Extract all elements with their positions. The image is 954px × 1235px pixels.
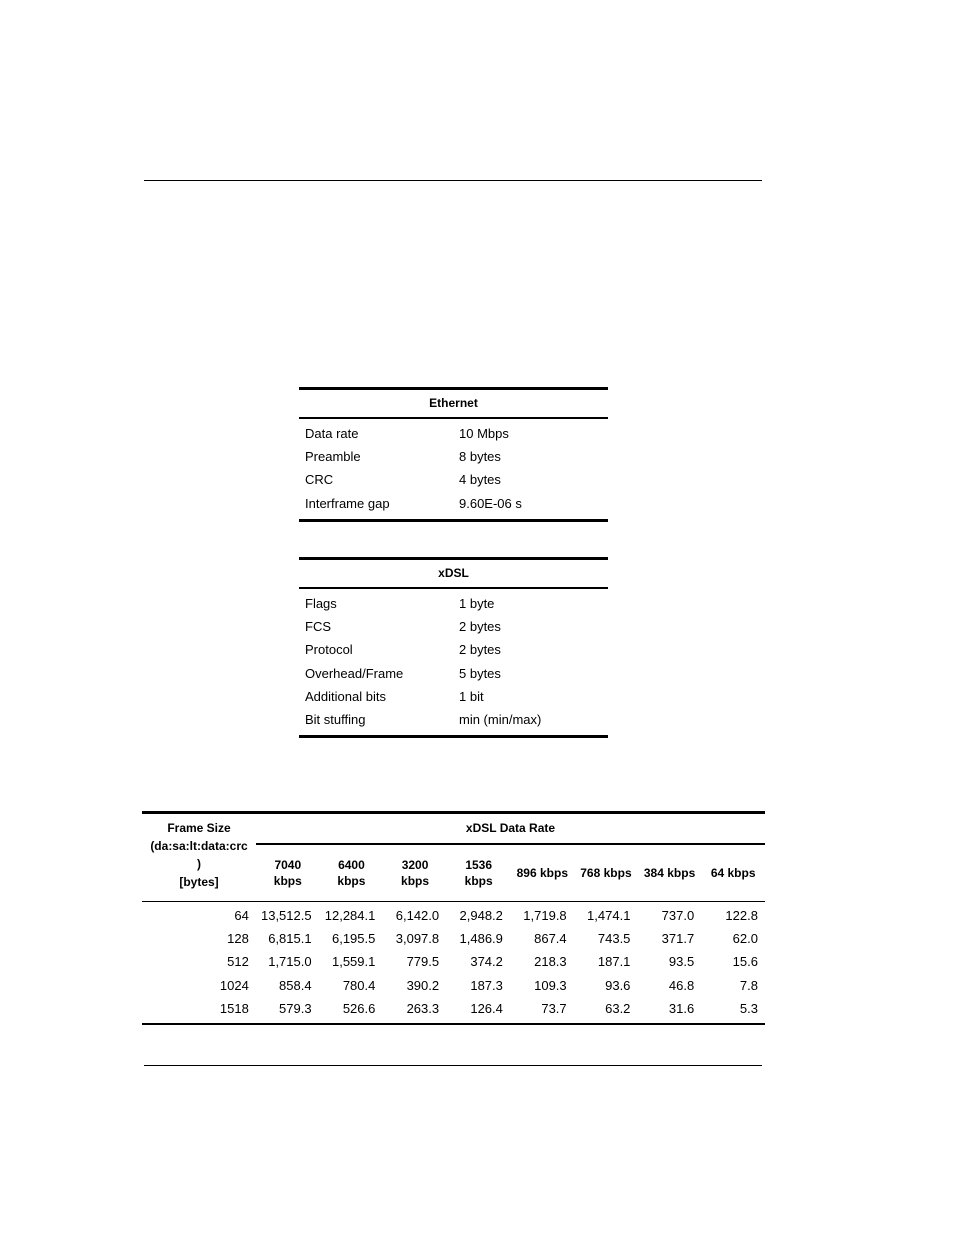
bottom-rule: [144, 1065, 762, 1066]
table-row: [142, 904, 765, 927]
frame-size-header: [142, 814, 256, 901]
rate-cell: 780.4: [342, 977, 376, 993]
frame-size-header-line: Frame Size: [167, 821, 231, 835]
rate-cell: 390.2: [406, 977, 440, 993]
table-row: [142, 997, 765, 1020]
column-header: [638, 845, 702, 901]
row-label: Data rate: [305, 426, 359, 441]
frame-size-header-line: (da:sa:lt:data:crc: [150, 839, 248, 853]
table-row: [299, 685, 608, 708]
table-row: [299, 492, 608, 515]
rate-cell: 12,284.1: [324, 908, 376, 923]
row-label: Protocol: [305, 642, 353, 658]
rate-cell: 187.1: [597, 954, 631, 970]
rate-cell: 1,486.9: [459, 931, 503, 947]
frame-size-header-line: ): [197, 857, 201, 871]
rate-cell: 2,948.2: [459, 908, 503, 923]
column-header-line: 64 kbps: [710, 866, 756, 880]
frame-size-cell: 1518: [219, 1000, 249, 1016]
rate-cell: 15.6: [732, 954, 758, 970]
row-value: 10 Mbps: [459, 426, 509, 441]
rate-cell: 93.5: [668, 954, 695, 970]
ethernet-table: [299, 387, 608, 522]
rate-cell: 122.8: [725, 908, 758, 923]
rate-cell: 779.5: [406, 954, 440, 970]
rate-cell: 374.2: [470, 954, 503, 970]
row-label: Interframe gap: [305, 495, 390, 511]
rate-cell: 579.3: [279, 1000, 312, 1016]
column-header: [447, 845, 511, 901]
rate-cell: 1,715.0: [268, 954, 312, 970]
row-label: Bit stuffing: [305, 711, 366, 727]
rate-cell: 6,815.1: [268, 931, 312, 947]
row-value: 8 bytes: [459, 449, 501, 465]
column-header-line: kbps: [337, 874, 366, 888]
row-label: Preamble: [305, 449, 361, 465]
row-label: Additional bits: [305, 688, 386, 704]
column-header-line: kbps: [464, 874, 493, 888]
table-row: [299, 662, 608, 685]
rate-cell: 3,097.8: [395, 931, 440, 947]
rate-column-headers: [256, 845, 765, 901]
frame-rate-table: [142, 811, 765, 1025]
rate-cell: 126.4: [470, 1000, 503, 1016]
column-header-line: 896 kbps: [516, 866, 568, 880]
row-label: Flags: [305, 596, 337, 611]
rate-cell: 737.0: [661, 908, 695, 923]
row-value: 2 bytes: [459, 619, 501, 635]
table-row: [299, 708, 608, 731]
column-header: [511, 845, 575, 901]
frame-rate-table-header: [142, 814, 765, 902]
rate-cell: 109.3: [534, 977, 567, 993]
rate-cell: 1,474.1: [587, 908, 631, 923]
column-header: [320, 845, 384, 901]
xdsl-table-title: xDSL: [299, 560, 608, 589]
table-row: [299, 615, 608, 638]
table-row: [299, 422, 608, 445]
xdsl-table: [299, 557, 608, 738]
rate-cell: 1,719.8: [523, 908, 567, 923]
column-header-line: 768 kbps: [580, 866, 632, 880]
rate-cell: 371.7: [661, 931, 695, 947]
table-row: [142, 974, 765, 997]
table-row: [299, 468, 608, 491]
column-header: [256, 845, 320, 901]
rate-cell: 743.5: [597, 931, 631, 947]
table-row: [142, 950, 765, 973]
column-header-line: 384 kbps: [643, 866, 696, 880]
row-label: FCS: [305, 619, 331, 635]
rate-cell: 6,142.0: [395, 908, 440, 923]
rate-cell: 858.4: [279, 977, 312, 993]
rate-cell: 1,559.1: [331, 954, 376, 970]
rate-cell: 526.6: [342, 1000, 376, 1016]
ethernet-table-title: Ethernet: [299, 390, 608, 419]
table-row: [142, 927, 765, 950]
row-value: 1 bit: [459, 688, 484, 704]
column-header: [383, 845, 447, 901]
top-rule: [144, 180, 762, 181]
rate-cell: 867.4: [534, 931, 567, 947]
table-row: [299, 592, 608, 615]
rate-cell: 7.8: [739, 977, 758, 993]
rate-cell: 93.6: [605, 977, 631, 993]
column-header-line: kbps: [401, 874, 430, 888]
row-label: CRC: [305, 472, 334, 488]
row-value: 1 byte: [459, 596, 495, 611]
row-label: Overhead/Frame: [305, 665, 404, 681]
frame-size-header-line: [bytes]: [179, 875, 219, 889]
rate-cell: 6,195.5: [331, 931, 376, 947]
frame-size-cell: 512: [227, 954, 249, 970]
column-header-line: 1536: [465, 858, 493, 872]
rate-cell: 218.3: [534, 954, 567, 970]
column-header-line: kbps: [273, 874, 302, 888]
rate-cell: 187.3: [470, 977, 503, 993]
column-header: [701, 845, 765, 901]
column-header-line: 3200: [401, 858, 429, 872]
row-value: 2 bytes: [459, 642, 501, 658]
rate-cell: 63.2: [605, 1000, 631, 1016]
rate-cell: 263.3: [406, 1000, 440, 1016]
column-header-line: 6400: [338, 858, 365, 872]
rate-cell: 46.8: [668, 977, 695, 993]
rate-cell: 5.3: [739, 1000, 758, 1016]
row-value: 4 bytes: [459, 472, 501, 488]
frame-rate-table-body: [142, 902, 765, 1023]
rate-cell: 62.0: [732, 931, 758, 947]
frame-size-cell: 128: [227, 931, 249, 947]
row-value: min (min/max): [459, 711, 542, 727]
rate-cell: 13,512.5: [260, 908, 312, 923]
row-value: 9.60E-06 s: [459, 495, 522, 511]
rate-cell: 73.7: [541, 1000, 567, 1016]
column-header-line: 7040: [274, 858, 302, 872]
column-header: [574, 845, 638, 901]
rate-cell: 31.6: [668, 1000, 695, 1016]
table-row: [299, 638, 608, 661]
xdsl-data-rate-header: xDSL Data Rate: [256, 814, 765, 845]
table-row: [299, 445, 608, 468]
frame-size-cell: 1024: [219, 977, 249, 993]
row-value: 5 bytes: [459, 665, 501, 681]
frame-size-cell: 64: [234, 908, 249, 923]
